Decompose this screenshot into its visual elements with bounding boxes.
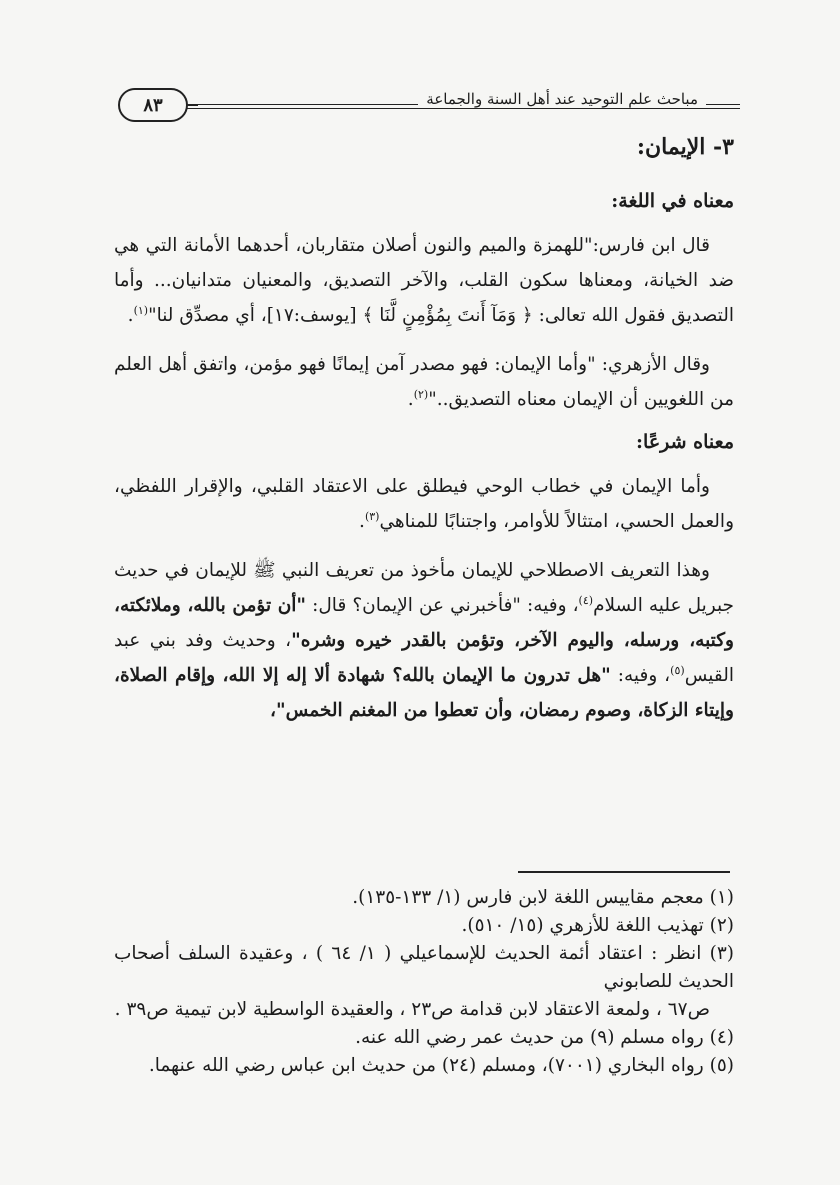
paragraph-text: وأما الإيمان في خطاب الوحي فيطلق على الاعتقاد القلبي، والإقرار اللفظي، والعمل الحسي، امتثالاً للأوامر، واجتنابًا للمناهي (114, 476, 734, 532)
header-rule (158, 108, 740, 109)
paragraph-text: وهذا التعريف الاصطلاحي للإيمان مأخوذ من تعريف النبي ﷺ للإيمان في حديث جبريل عليه السلام (114, 560, 734, 616)
footnote: (٣) انظر : اعتقاد أئمة الحديث للإسماعيلي ( ١/ ٦٤ ) ، وعقيدة السلف أصحاب الحديث للصابوني (114, 943, 735, 992)
footnote-separator (518, 871, 730, 873)
footnote: (٢) تهذيب اللغة للأزهري (١٥/ ٥١٠). (461, 915, 734, 936)
footnote-ref: (٤) (578, 593, 594, 607)
footnote: (٥) رواه البخاري (٧٠٠١)، ومسلم (٢٤) من حديث ابن عباس رضي الله عنهما. (148, 1055, 734, 1076)
main-text (114, 130, 734, 742)
paragraph (114, 347, 734, 417)
footnote-ref: (٢) (413, 387, 429, 401)
footnote-ref: (١) (133, 303, 149, 317)
page-header (118, 88, 740, 122)
footnotes (114, 884, 734, 1080)
footnote: (١) معجم مقاييس اللغة لابن فارس (١/ ١٣٣-١٣٥). (352, 887, 734, 908)
footnote: (٤) رواه مسلم (٩) من حديث عمر رضي الله عنه. (355, 1027, 734, 1048)
paragraph-text: وقال الأزهري: "وأما الإيمان: فهو مصدر آمن إيمانًا فهو مؤمن، واتفق أهل العلم من اللغويين أن الإيمان معناه التصديق.." (114, 354, 734, 410)
section-heading: ٣- الإيمان: (636, 134, 734, 160)
punctuation: . (407, 389, 414, 410)
subheading-shar: معناه شرعًا: (636, 431, 734, 453)
header-title: مباحث علم التوحيد عند أهل السنة والجماعة (418, 90, 706, 108)
footnote-ref: (٣) (364, 509, 380, 523)
paragraph-text: قال ابن فارس:"للهمزة والميم والنون أصلان متقاربان، أحدهما الأمانة التي هي ضد الخيانة، ومعناها سكون القلب، والآخر التصديق، والمعنيان متدانيان... وأما التصديق فقول الله تعالى: ﴿ وَمَآ أَنتَ بِمُؤْمِنٍ لَّنَا ﴾ [يوسف:١٧]، أي مصدِّق لنا" (114, 235, 734, 326)
paragraph-text: ، وفيه: "فأخبرني عن الإيمان؟ قال: (306, 595, 579, 616)
subheading-lang: معناه في اللغة: (611, 190, 734, 212)
paragraph (114, 469, 734, 539)
paragraph-text: ، وحديث وفد بني عبد القيس (114, 630, 734, 686)
paragraph (114, 228, 734, 333)
hadith-quote: "هل تدرون ما الإيمان بالله؟ شهادة ألا إله إلا الله، وإقام الصلاة، وإيتاء الزكاة، وصوم رمضان، وأن تعطوا من المغنم الخمس"، (114, 665, 734, 721)
hadith-quote: "أن تؤمن بالله، وملائكته، وكتبه، ورسله، واليوم الآخر، وتؤمن بالقدر خيره وشره" (114, 595, 734, 651)
paragraph (114, 553, 734, 728)
paragraph-text: ، وفيه: (610, 665, 671, 686)
footnote-ref: (٥) (670, 663, 685, 677)
page-number: ٨٣ (118, 88, 188, 122)
footnote-continuation: ص٦٧ ، ولمعة الاعتقاد لابن قدامة ص٢٣ ، والعقيدة الواسطية لابن تيمية ص٣٩ . (114, 999, 710, 1020)
punctuation: . (359, 511, 365, 532)
punctuation: . (127, 305, 134, 326)
